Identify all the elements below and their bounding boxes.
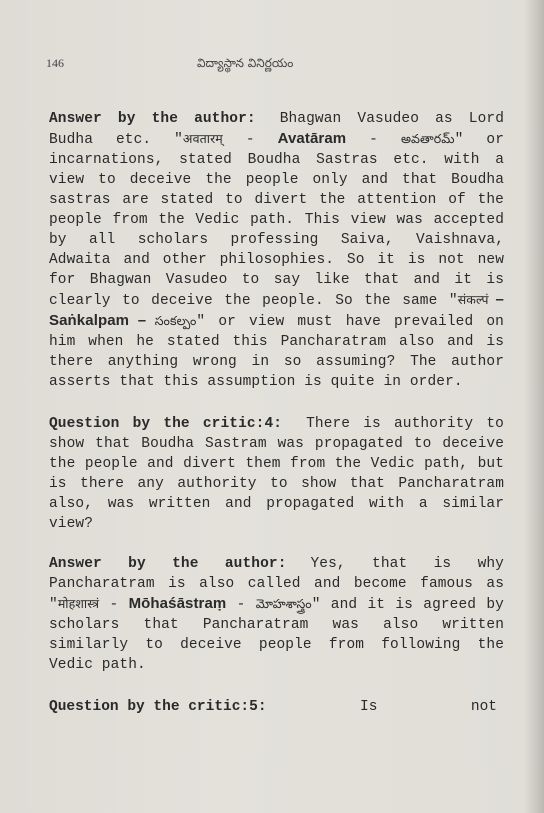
page-number: 146 [46,56,64,70]
question-lead-5: Question by the critic:5: [49,699,267,715]
word-is: Is [360,699,378,715]
answer-lead-1: Answer by the author: [49,111,256,127]
answer-lead-2: Answer by the author: [49,556,287,572]
page-content [49,109,504,717]
answer-1-text-a: Bhagwan Vasudeo as Lord Budha etc. " [49,111,504,148]
answer-1-text-b: " or incarnations, stated Boudha Sastras etc. with a view to deceive the people only and that Boudha sastras are stated to divert the attention of the people from the Vedic path. This view was accepted by all scholars professing Saiva, Vaishnava, Adwaita and other philosophies. So it is not new for Bhagwan Vasudeo to say like that and it is clearly to deceive the people. So the same " [49,132,504,309]
answer-2-text-b: " and it is agreed by scholars that Pancharatram was also written similarly to deceive people from following the Vedic path. [49,597,504,673]
separator: - [222,132,278,148]
telugu-term-avataram: అవతారమ్ [400,131,455,146]
separator: - [226,597,256,613]
sanskrit-term-sankalpam: संकल्पं [457,292,489,307]
sanskrit-term-avataram: अवतारम् [182,131,223,146]
separator: – [129,312,155,329]
transliteration-sankalpam: Saṅkalpam [49,312,130,329]
separator: – [488,291,504,308]
transliteration-avataram: Avatāram [277,130,347,147]
separator: - [99,597,129,613]
answer-1-text-c: " or view must have prevailed on him when he stated this Pancharatram also and is there anything wrong in so assuming? The author asserts that this assumption is quite in order. [49,314,504,390]
telugu-term-sankalpam: సంకల్పం [154,313,197,328]
answer-paragraph-1 [49,109,504,392]
answer-2-text-a: Yes, that is why Pancharatram is also called and become famous as " [49,556,504,613]
answer-paragraph-2 [49,554,504,675]
word-not: not [470,699,497,715]
question-4-text: There is authority to show that Boudha Sastram was propagated to deceive the people and divert them from the Vedic path, but is there any authority to show that Pancharatram also, was written and propagated with a similar view? [49,416,504,532]
sanskrit-term-mohasastram: मोहशास्त्रं [57,596,100,611]
question-lead-4: Question by the critic:4: [49,416,283,432]
telugu-term-mohasastram: మోహశాస్త్రం [255,596,312,611]
transliteration-mohasastram: Mōhaśāstraṃ [128,595,227,612]
page-header [0,56,544,76]
running-title: విద్యాస్థాన వినిర్ణయం [197,56,294,70]
question-paragraph-4 [49,414,504,534]
separator: - [346,132,401,148]
question-paragraph-5-start [49,697,497,717]
